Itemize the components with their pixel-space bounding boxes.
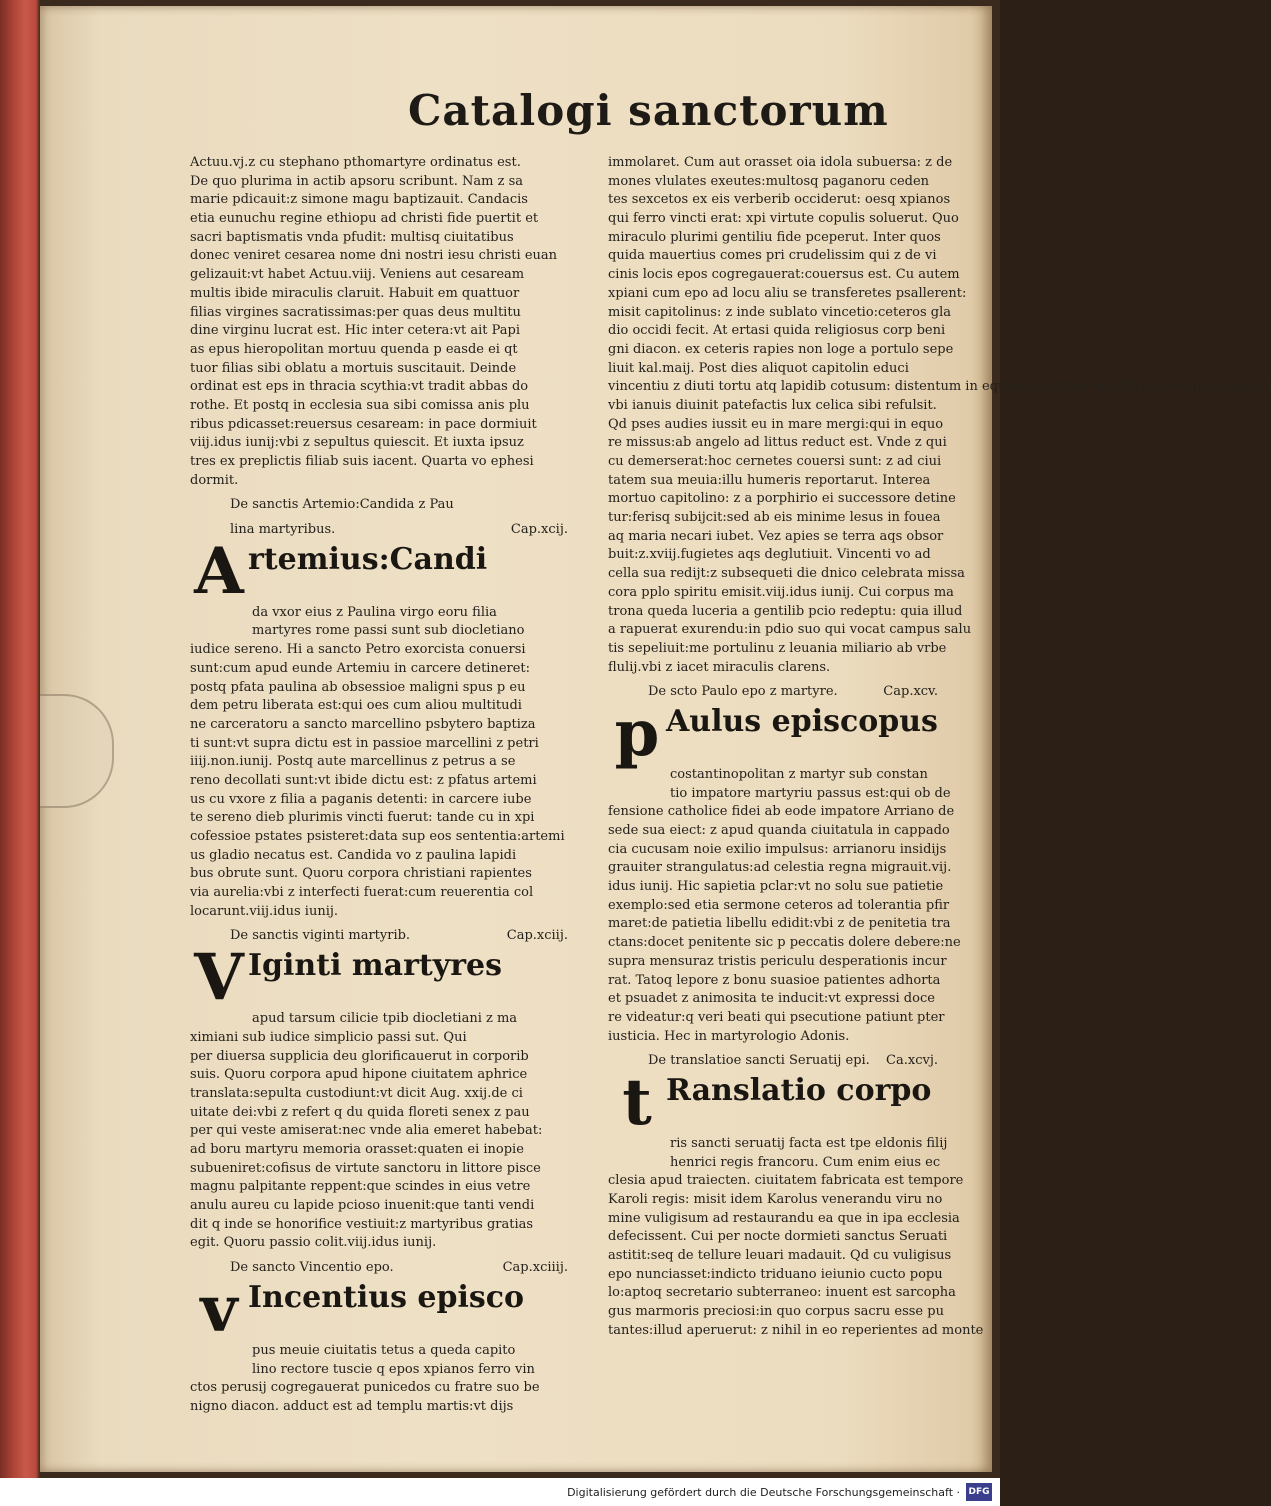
- section-big-title: Aulus episcopus: [666, 703, 938, 739]
- text-line: dormit.: [190, 472, 239, 488]
- text-line: lino rectore tuscie q epos xpianos ferro vin: [252, 1361, 535, 1377]
- page-clip-mark: [40, 694, 114, 808]
- section-title-paulus: [608, 695, 968, 771]
- chapter-number: Cap.xcij.: [510, 522, 568, 538]
- text-line: tes sexcetos ex eis verberib occiderut: oesq xpianos: [608, 192, 951, 208]
- text-line: supra mensuraz tristis periculu desperationis incur: [608, 953, 947, 969]
- text-line: reno decollati sunt:vt ibide dictu est: z pfatus artemi: [190, 772, 537, 788]
- text-line: aq maria necari iubet. Vez apies se terra aqs obsor: [608, 528, 944, 544]
- section-heading-translatio: [608, 1052, 968, 1071]
- text-line: miraculo plurimi gentiliu fide pceperut. Inter quos: [608, 229, 941, 245]
- text-line: Qd pses audies iussit eu in mare mergi:qui in equo: [608, 416, 944, 432]
- text-line: ribus pdicasset:reuersus cesaream: in pace dormiuit: [190, 416, 537, 432]
- text-line: re videatur:q veri beati qui psecutione patiunt pter: [608, 1009, 945, 1025]
- text-line: ordinat est eps in thracia scythia:vt tradit abbas do: [190, 379, 529, 395]
- text-line: a rapuerat exurendu:in pdio suo qui vocat campus salu: [608, 622, 972, 638]
- text-line: iiij.non.iunij. Postq aute marcellinus z petrus a se: [190, 754, 516, 770]
- text-line: idus iunij. Hic sapietia pclar:vt no solu sue patietie: [608, 879, 944, 895]
- section-big-title: Iginti martyres: [248, 948, 502, 984]
- text-line: locarunt.viij.idus iunij.: [190, 903, 339, 919]
- text-line: tio impatore martyriu passus est:qui ob de: [670, 785, 951, 801]
- heading-line-1: De sanctis Artemio:Candida z Pau: [230, 497, 454, 513]
- text-line: gelizauit:vt habet Actuu.viij. Veniens aut cesaream: [190, 267, 525, 283]
- text-line: dem petru liberata est:qui oes cum aliou multitudi: [190, 698, 522, 714]
- text-line: da vxor eius z Paulina virgo eoru filia: [252, 604, 497, 620]
- text-line: gus marmoris preciosi:in quo corpus sacru esse pu: [608, 1304, 944, 1320]
- text-line: per qui veste amiserat:nec vnde alia emeret habebat:: [190, 1123, 543, 1139]
- right-intro-text: [608, 154, 1271, 677]
- drop-initial: t: [622, 1064, 652, 1140]
- text-line: te sereno dieb plurimis vincti fuerut: tande cu in xpi: [190, 810, 535, 826]
- text-line: buit:z.xviij.fugietes aqs deglutiuit. Vincenti vo ad: [608, 547, 931, 563]
- text-line: flulij.vbi z iacet miraculis clarens.: [608, 659, 831, 675]
- section-big-title: rtemius:Candi: [248, 541, 488, 577]
- text-line: uitate dei:vbi z refert q du quida floreti senex z pau: [190, 1104, 530, 1120]
- footer-credit: Digitalisierung gefördert durch die Deutsche Forschungsgemeinschaft ·: [567, 1485, 960, 1499]
- text-line: donec veniret cesarea nome dni nostri iesu christi euan: [190, 248, 558, 264]
- text-line: cora pplo spiritu emisit.viij.idus iunij. Cui corpus ma: [608, 584, 954, 600]
- text-line: us cu vxore z filia a paganis detenti: in carcere iube: [190, 791, 532, 807]
- heading-line: De translatioe sancti Seruatij epi.: [648, 1053, 870, 1069]
- text-line: fensione catholice fidei ab eode impatore Arriano de: [608, 804, 955, 820]
- text-line: ximiani sub iudice simplicio passi sut. Qui: [190, 1029, 467, 1045]
- section-heading-vincentius: [190, 1259, 598, 1278]
- text-line: suis. Quoru corpora apud hipone ciuitatem aphrice: [190, 1067, 528, 1083]
- text-line: viij.idus iunij:vbi z sepultus quiescit. Et iuxta ipsuz: [190, 435, 524, 451]
- text-line: cinis locis epos cogregauerat:couersus est. Cu autem: [608, 267, 960, 283]
- text-line: epo nunciasset:indicto triduano ieiunio cucto popu: [608, 1266, 943, 1282]
- section-title-viginti: [190, 940, 598, 1016]
- section-title-translatio: [608, 1064, 968, 1140]
- text-line: iusticia. Hec in martyrologio Adonis.: [608, 1028, 850, 1044]
- chapter-number: Ca.xcvj.: [886, 1053, 938, 1069]
- text-line: cu demerserat:hoc cernetes couersi sunt: z ad ciui: [608, 454, 942, 469]
- text-line: immolaret. Cum aut orasset oia idola subuersa: z de: [608, 155, 953, 170]
- text-line: multis ibide miraculis claruit. Habuit em quattuor: [190, 285, 520, 301]
- text-line: Karoli regis: misit idem Karolus venerandu viru no: [608, 1192, 943, 1208]
- text-line: dine virginu lucrat est. Hic inter cetera:vt ait Papi: [190, 323, 521, 339]
- heading-line: De sanctis viginti martyrib.: [230, 928, 411, 944]
- text-line: cofessioe pstates psisteret:data sup eos sententia:artemi: [190, 829, 565, 845]
- drop-initial: p: [614, 695, 660, 771]
- text-line: dit q inde se honorifice vestiuit:z martyribus gratias: [190, 1216, 534, 1232]
- text-line: pus meuie ciuitatis tetus a queda capito: [252, 1342, 516, 1358]
- heading-line: De sancto Vincentio epo.: [230, 1260, 394, 1276]
- text-line: Actuu.vj.z cu stephano pthomartyre ordinatus est.: [190, 155, 521, 170]
- text-line: postq pfata paulina ab obsessioe maligni spus p eu: [190, 679, 526, 695]
- text-line: etia eunuchu regine ethiopu ad christi fide puertit et: [190, 211, 539, 227]
- text-line: sunt:cum apud eunde Artemiu in carcere detineret:: [190, 660, 531, 676]
- section-big-title: Incentius episco: [248, 1279, 525, 1315]
- section-heading-paulus: [608, 683, 968, 702]
- text-line: costantinopolitan z martyr sub constan: [670, 766, 928, 782]
- text-line: ctos perusij cogregauerat punicedos cu fratre suo be: [190, 1380, 540, 1396]
- text-line: tres ex preplictis filiab suis iacent. Quarta vo ephesi: [190, 454, 534, 469]
- text-line: henrici regis francoru. Cum enim eius ec: [670, 1154, 941, 1170]
- text-line: misit capitolinus: z inde sublato vincetio:ceteros gla: [608, 304, 951, 320]
- right-column: [608, 154, 1271, 1341]
- text-line: nigno diacon. adduct est ad templu martis:vt dijs: [190, 1398, 514, 1414]
- text-line: De quo plurima in actib apsoru scribunt. Nam z sa: [190, 173, 524, 189]
- text-line: et psuadet z animosita te inducit:vt expressi doce: [608, 991, 935, 1007]
- text-line: mortuo capitolino: z a porphirio ei successore detine: [608, 491, 956, 507]
- section-heading-artemius: [190, 496, 598, 515]
- text-line: lo:aptoq secretario subterraneo: inuent est sarcopha: [608, 1285, 956, 1301]
- paulus-text: [608, 766, 968, 1046]
- text-line: us gladio necatus est. Candida vo z paulina lapidi: [190, 847, 517, 863]
- text-line: magnu palpitante reppent:que scindes in eius vetre: [190, 1179, 531, 1195]
- page-title: Catalogi sanctorum: [408, 86, 889, 135]
- text-line: ris sancti seruatij facta est tpe eldonis filij: [670, 1135, 948, 1151]
- text-line: tur:ferisq subijcit:sed ab eis minime lesus in fouea: [608, 510, 941, 526]
- text-line: tatem sua meuia:illu humeris reportarut. Interea: [608, 472, 931, 488]
- text-line: translata:sepulta custodiunt:vt dicit Aug. xxij.de ci: [190, 1085, 523, 1101]
- text-line: egit. Quoru passio colit.viij.idus iunij.: [190, 1235, 437, 1251]
- text-line: ne carceratoru a sancto marcellino psbytero baptiza: [190, 716, 536, 732]
- text-line: defecissent. Cui per nocte dormieti sanctus Seruati: [608, 1229, 948, 1245]
- section-heading-viginti: [190, 927, 598, 946]
- heading-line-2: lina martyribus.: [230, 522, 336, 538]
- text-line: mones vlulates exeutes:multosq paganoru ceden: [608, 173, 930, 189]
- text-line: anulu aureu cu lapide pcioso inuenit:que tanti vendi: [190, 1198, 535, 1214]
- left-column: [190, 154, 598, 1417]
- text-line: maret:de patietia libellu edidit:vbi z de penitetia tra: [608, 916, 951, 932]
- text-line: vincentiu z diuti tortu atq lapidib cotusum: distentum in equuleo z flamis adustu carceri mancipauit:: [608, 379, 1271, 395]
- text-line: trona queda luceria a gentilib pcio redeptu: quia illud: [608, 603, 963, 619]
- text-line: liuit kal.maij. Post dies aliquot capitolin educi: [608, 360, 909, 376]
- section-heading-artemius-2: [190, 521, 598, 540]
- text-line: exemplo:sed etia sermone ceteros ad tolerantia pfir: [608, 897, 950, 913]
- text-line: apud tarsum cilicie tpib diocletiani z ma: [252, 1011, 518, 1027]
- text-line: xpiani cum epo ad locu aliu se transferetes psallerent:: [608, 285, 967, 301]
- text-line: bus obrute sunt. Quoru corpora christiani rapientes: [190, 866, 532, 882]
- vincentius-text: [190, 1342, 598, 1417]
- text-line: quida mauertius comes pri crudelissim qui z de vi: [608, 248, 937, 264]
- text-line: per diuersa supplicia deu glorificauerut in corporib: [190, 1048, 529, 1064]
- text-line: filias virgines sacratissimas:per quas deus multitu: [190, 304, 521, 320]
- drop-initial: v: [200, 1271, 238, 1347]
- text-line: re missus:ab angelo ad littus reduct est. Vnde z qui: [608, 435, 947, 451]
- text-line: ad boru martyru memoria orasset:quaten ei inopie: [190, 1141, 524, 1157]
- text-line: astitit:seq de tellure leuari madauit. Qd cu vuligisus: [608, 1248, 952, 1264]
- drop-initial: A: [194, 533, 244, 609]
- text-line: sacri baptismatis vnda pfudit: multisq ciuitatibus: [190, 229, 514, 245]
- digitization-footer: [0, 1478, 1000, 1506]
- text-line: as epus hieropolitan mortuu quenda p easde ei qt: [190, 341, 518, 357]
- text-line: gni diacon. ex ceteris rapies non loge a portulo sepe: [608, 341, 954, 357]
- text-line: subueniret:cofisus de virtute sanctoru in littore pisce: [190, 1160, 541, 1176]
- left-intro-text: [190, 154, 598, 490]
- text-line: ctans:docet penitente sic p peccatis dolere debere:ne: [608, 935, 961, 951]
- text-line: via aurelia:vbi z interfecti fuerat:cum reuerentia col: [190, 885, 534, 901]
- text-line: iudice sereno. Hi a sancto Petro exorcista conuersi: [190, 642, 526, 658]
- section-big-title: Ranslatio corpo: [666, 1072, 932, 1108]
- text-line: cia cucusam noie exilio impulsus: arrianoru insidijs: [608, 841, 947, 857]
- section-title-vincentius: [190, 1271, 598, 1347]
- text-line: cella sua redijt:z subsequeti die dnico celebrata missa: [608, 566, 965, 582]
- text-line: mine vuligisum ad restaurandu ea que in ipa ecclesia: [608, 1210, 960, 1226]
- text-line: martyres rome passi sunt sub diocletiano: [252, 623, 525, 639]
- text-line: grauiter strangulatus:ad celestia regna migrauit.vij.: [608, 860, 952, 876]
- artemius-text: [190, 604, 598, 922]
- text-line: rothe. Et postq in ecclesia sua sibi comissa anis plu: [190, 397, 530, 413]
- heading-line: De scto Paulo epo z martyre.: [648, 684, 838, 700]
- text-line: dio occidi fecit. At ertasi quida religiosus corp beni: [608, 323, 946, 339]
- chapter-number: Cap.xciij.: [506, 928, 568, 944]
- text-line: sede sua eiect: z apud quanda ciuitatula in cappado: [608, 823, 950, 839]
- chapter-number: Cap.xciiij.: [502, 1260, 568, 1276]
- text-line: tantes:illud aperuerut: z nihil in eo reperientes ad monte: [608, 1322, 984, 1338]
- dfg-logo: DFG: [966, 1483, 992, 1501]
- drop-initial: V: [194, 940, 244, 1016]
- section-title-artemius: [190, 533, 598, 609]
- text-line: vbi ianuis diuinit patefactis lux celica sibi refulsit.: [608, 397, 937, 413]
- text-line: ti sunt:vt supra dictu est in passioe marcellini z petri: [190, 735, 539, 751]
- text-line: qui ferro vincti erat: xpi virtute copulis soluerut. Quo: [608, 211, 959, 227]
- viginti-text: [190, 1010, 598, 1253]
- text-line: clesia apud traiecten. ciuitatem fabricata est tempore: [608, 1173, 964, 1189]
- text-line: tuor filias sibi oblatu a mortuis suscitauit. Deinde: [190, 360, 517, 376]
- text-line: tis sepeliuit:me portulinu z leuania miliario ab vrbe: [608, 640, 947, 656]
- text-line: marie pdicauit:z simone magu baptizauit. Candacis: [190, 192, 528, 208]
- translatio-text: [608, 1135, 984, 1341]
- chapter-number: Cap.xcv.: [883, 684, 938, 700]
- text-line: rat. Tatoq lepore z bonu suasioe patientes adhorta: [608, 972, 941, 988]
